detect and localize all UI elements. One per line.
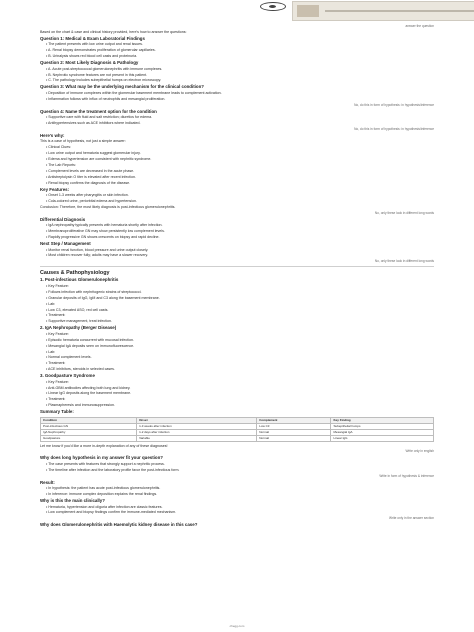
- list-item: • Mesangial IgA deposits seen on immunofluorescence.: [46, 343, 135, 348]
- list-item: • Onset 1-3 weeks after pharyngitis or skin infection.: [46, 193, 129, 198]
- list-item: • Linear IgG deposits along the basement membrane.: [46, 391, 132, 396]
- list-item: • Low C3, elevated ASO, red cell casts.: [46, 307, 109, 312]
- list-item: • B. Urinalysis shows red blood cell casts and proteinuria.: [46, 54, 138, 59]
- note-right: No, only these look in different long words: [374, 210, 434, 215]
- key-features-title: Key Features:: [40, 186, 70, 192]
- condition-2-lines: [40, 332, 434, 372]
- list-item: • Treatment:: [46, 313, 66, 318]
- table-cell: Post-infectious GN: [41, 423, 137, 429]
- list-item: • C. The pathology includes subepithelial humps on electron microscopy.: [46, 78, 162, 83]
- list-item: • Lab:: [46, 301, 56, 306]
- table-cell: Variable: [137, 435, 257, 441]
- list-item: • Supportive management, treat infection.: [46, 319, 112, 324]
- next-step-title: Next Step / Management: [40, 240, 91, 246]
- question-4-title: Question 4: Name the treatment option for the condition: [40, 108, 157, 114]
- conclusion-text: Conclusion: Therefore, the most likely diagnosis is post-infectious glomerulonephritis.: [40, 204, 176, 209]
- list-item: • Granular deposits of IgG, IgM and C3 along the basement membrane.: [46, 295, 160, 300]
- differential-title: Differential Diagnosis: [40, 216, 86, 222]
- list-item: • Anti-GBM antibodies affecting both lung and kidney.: [46, 385, 131, 390]
- section-intro: This is a case of hypothesis, not just a simple answer:: [40, 139, 126, 144]
- table-header-cell: Key Finding: [331, 417, 434, 423]
- list-item: • The patient presents with low urine output and renal issues.: [46, 42, 143, 47]
- list-item: • Edema and hypertension are consistent with nephritic syndrome.: [46, 157, 152, 162]
- table-header-cell: Onset: [137, 417, 257, 423]
- table-body: [41, 423, 434, 441]
- list-item: • Lab:: [46, 349, 56, 354]
- list-item: • Complement levels are decreased in the acute phase.: [46, 168, 135, 173]
- closing-title: Why does Glomerulonephritis with Haemolytic kidney disease in this case?: [40, 522, 198, 528]
- list-item: • Low urine output and hematuria suggest glomerular injury.: [46, 151, 141, 156]
- table-cell: Mesangial IgA: [331, 429, 434, 435]
- list-item: • Key Feature:: [46, 284, 69, 289]
- list-item: • Most children recover fully; adults may have a slower recovery.: [46, 253, 149, 258]
- list-item: • Inflammation follows with influx of neutrophils and mesangial proliferation.: [46, 96, 166, 101]
- list-item: • Hematuria, hypertension and oliguria after infection are classic features.: [46, 504, 163, 509]
- bullet-list: [40, 145, 434, 185]
- advertisement-banner-icon[interactable]: [292, 1, 474, 21]
- list-item: • Key Feature:: [46, 379, 69, 384]
- summary-table: [40, 417, 434, 442]
- table-row: [41, 435, 434, 441]
- footer: chegg.com: [229, 624, 245, 628]
- list-item: • Low complement and biopsy findings confirm the immune-mediated mechanism.: [46, 510, 177, 515]
- question-3-title: Question 3: What may be the underlying mechanism for the clinical condition?: [40, 84, 204, 90]
- table-cell: Normal: [257, 429, 331, 435]
- last-question-lines: [40, 505, 434, 516]
- next-step-lines: [40, 248, 434, 259]
- list-item: • The timeline after infection and the laboratory profile favor the post-infectious form.: [46, 467, 180, 472]
- final-lines: [40, 462, 434, 473]
- list-item: • ACE inhibitors, steroids in selected cases.: [46, 367, 115, 372]
- question-1-title: Question 1: Medical & Exam Laboratorial Findings: [40, 35, 145, 41]
- table-header-cell: Condition: [41, 417, 137, 423]
- table-cell: Goodpasture: [41, 435, 137, 441]
- question-2-title: Question 2: Most Likely Diagnosis & Pathology: [40, 60, 139, 66]
- list-item: • In hypothesis: the patient has acute post-infectious glomerulonephritis.: [46, 486, 161, 491]
- list-item: • Cola-colored urine, periorbital edema and hypertension.: [46, 199, 137, 204]
- list-item: • The case presents with features that strongly support a nephritic process.: [46, 461, 165, 466]
- question-1-lines: [40, 42, 434, 58]
- question-3-answer: No, do this in form of hypothesis: in hypothesis/inference: [354, 102, 434, 107]
- list-item: • A. Renal biopsy demonstrates proliferation of glomerular capillaries.: [46, 48, 156, 53]
- summary-table-title: Summary Table:: [40, 409, 74, 415]
- list-item: • Antistreptolysin O titer is elevated after recent infection.: [46, 174, 136, 179]
- list-item: • B. Nephrotic syndrome features are not present in this patient.: [46, 72, 148, 77]
- list-item: • IgA nephropathy typically presents with hematuria shortly after infection.: [46, 223, 163, 228]
- list-item: • Normal complement levels.: [46, 355, 92, 360]
- differential-lines: [40, 223, 434, 239]
- list-item: • A. Acute post-streptococcal glomerulonephritis with immune complexes.: [46, 66, 163, 71]
- list-item: • Renal biopsy confirms the diagnosis of the disease.: [46, 180, 131, 185]
- table-cell: 1-2 days after infection: [137, 429, 257, 435]
- list-item: • Follows infection with nephritogenic strains of streptococci.: [46, 289, 142, 294]
- list-item: • Key Feature:: [46, 331, 69, 336]
- condition-3-title: 3. Goodpasture Syndrome: [40, 373, 95, 379]
- last-question: Why is this the main clinically?: [40, 497, 105, 503]
- question-3-lines: [40, 91, 434, 102]
- result-lines: [40, 486, 434, 497]
- list-item: • Plasmapheresis and immunosuppression.: [46, 403, 115, 408]
- list-item: • Clinical Clues:: [46, 145, 72, 150]
- note-right-5: Write only in the answer section: [389, 516, 434, 521]
- list-item: • Episodic hematuria concurrent with mucosal infection.: [46, 337, 134, 342]
- condition-1-lines: [40, 284, 434, 324]
- section-heading: Here's why:: [40, 132, 65, 138]
- result-title: Result:: [40, 479, 55, 485]
- meta-right: answer the question: [405, 24, 434, 28]
- list-item: • Antihypertensives such as ACE inhibitors where indicated.: [46, 121, 141, 126]
- note-right-2: No, only these look in different long words: [374, 259, 434, 264]
- table-cell: Subepithelial humps: [331, 423, 434, 429]
- question-4-lines: [40, 115, 434, 126]
- document-body: [40, 24, 434, 528]
- table-cell: IgA Nephropathy: [41, 429, 137, 435]
- table-cell: 1-3 weeks after infection: [137, 423, 257, 429]
- list-item: • Membranoproliferative GN may show persistently low complement levels.: [46, 229, 165, 234]
- question-2-lines: [40, 67, 434, 83]
- intro-text: Based on the chart & case and clinical history provided, here's how to answer the questions:: [40, 29, 187, 34]
- condition-2-title: 2. IgA Nephropathy (Berger Disease): [40, 325, 117, 331]
- table-cell: Normal: [257, 435, 331, 441]
- list-item: • The Lab Reports:: [46, 163, 76, 167]
- list-item: • Deposition of immune complexes within the glomerular basement membrane leads to complement activation.: [46, 90, 222, 95]
- top-bar: [40, 0, 434, 24]
- section-big-title: Causes & Pathophysiology: [40, 269, 110, 276]
- table-cell: Low C3: [257, 423, 331, 429]
- table-cell: Linear IgG: [331, 435, 434, 441]
- note-right-3: Write only in english: [405, 449, 434, 454]
- condition-1-title: 1. Post-infectious Glomerulonephritis: [40, 277, 119, 283]
- eye-logo-icon[interactable]: [260, 2, 286, 11]
- list-item: • Monitor renal function, blood pressure and urine output closely.: [46, 247, 149, 252]
- list-item: • Treatment:: [46, 361, 66, 366]
- list-item: • Treatment:: [46, 397, 66, 402]
- table-header-cell: Complement: [257, 417, 331, 423]
- note-right-4: Write in form of hypothesis & inference: [379, 473, 434, 478]
- list-item: • In inference: immune complex deposition explains the renal findings.: [46, 492, 158, 497]
- question-4-answer: No, do this in form of hypothesis: in hypothesis/inference: [354, 126, 434, 131]
- list-item: • Rapidly progressive GN shows crescents on biopsy and rapid decline.: [46, 235, 160, 240]
- condition-3-lines: [40, 380, 434, 408]
- final-question: Why does long hypothesis in my answer fit your question?: [40, 455, 163, 461]
- divider: [40, 266, 434, 267]
- after-table-text: Let me know if you'd like a more in-depth explanation of any of these diagnoses!: [40, 443, 168, 448]
- key-features-lines: [40, 193, 434, 204]
- list-item: • Supportive care with fluid and salt restriction; diuretics for edema.: [46, 115, 153, 120]
